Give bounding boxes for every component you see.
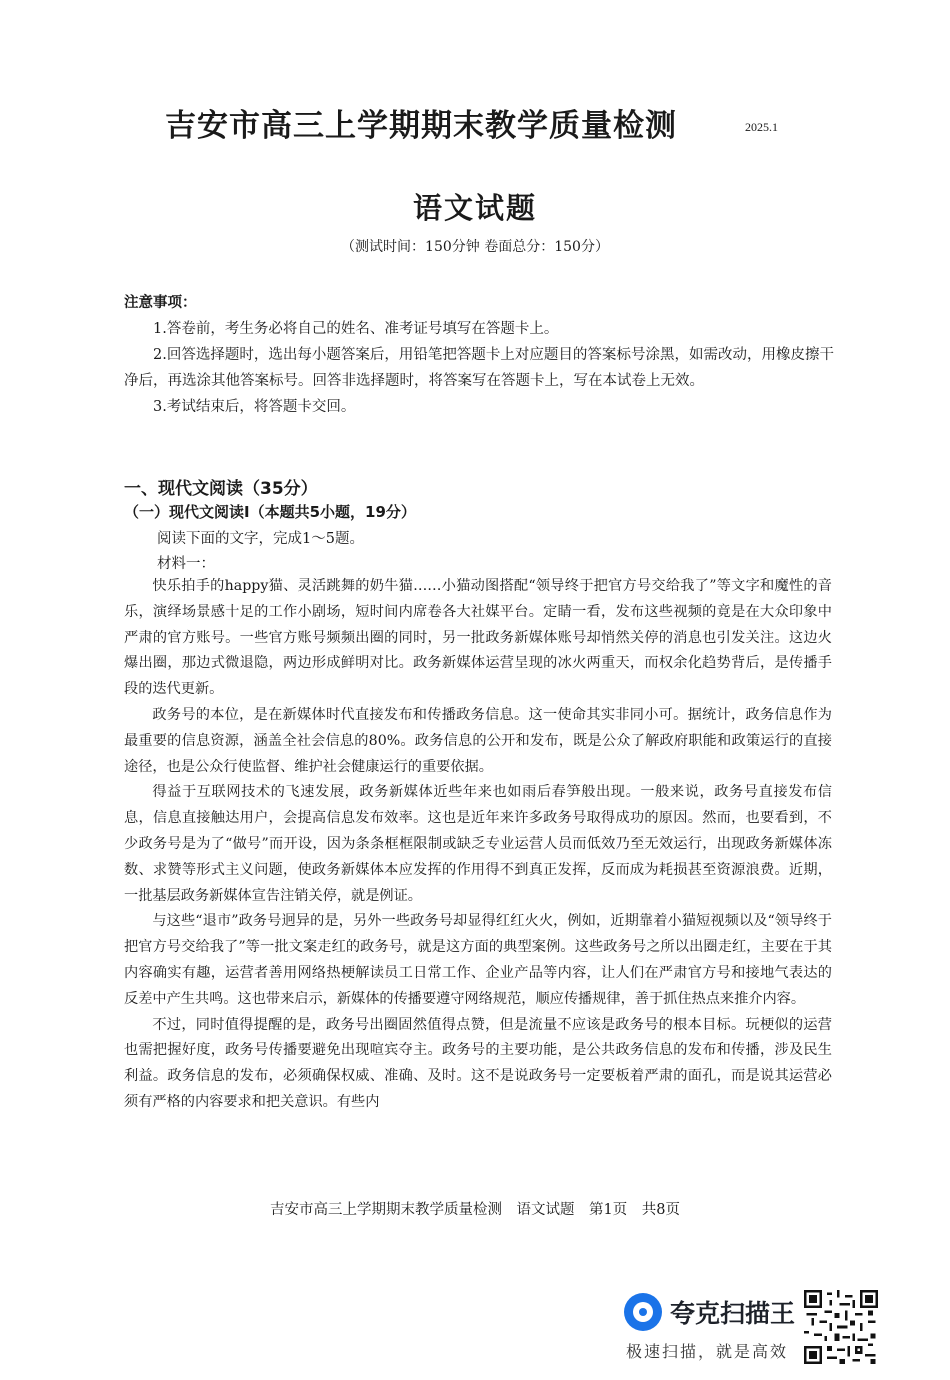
qr-code-icon <box>804 1290 878 1364</box>
note-item: 3.考试结束后，将答题卡交回。 <box>153 399 356 415</box>
material-label: 材料一： <box>157 556 215 572</box>
passage-paragraph: 政务号的本位，是在新媒体时代直接发布和传播政务信息。这一使命其实非同小可。据统计，政务信息作为最重要的信息资源，涵盖全社会信息的80%。政务信息的公开和发布，既是公众了解政府职能和政策运行的直接途径，也是公众行使监督、维护社会健康运行的重要依据。 <box>124 706 832 775</box>
passage-paragraph: 快乐拍手的happy猫、灵活跳舞的奶牛猫……小猫动图搭配“领导终于把官方号交给我了”等文字和魔性的音乐，演绎场景感十足的工作小剧场，短时间内席卷各大社媒平台。定睛一看，发布这些视频的竟是在大众印象中严肃的官方账号。一些官方账号频频出圈的同时，另一批政务新媒体账号却悄然关停的消息也引发关注。这边火爆出圈，那边式微退隐，两边形成鲜明对比。政务新媒体运营呈现的冰火两重天，而权余化趋势背后，是传播手段的迭代更新。 <box>124 578 832 698</box>
note-item: 1.答卷前，考生务必将自己的姓名、准考证号填写在答题卡上。 <box>153 321 559 337</box>
exam-date: 2025.1 <box>745 120 778 134</box>
reading-passage <box>124 574 832 1116</box>
subject-title: 语文试题 <box>412 191 537 225</box>
quark-logo-icon <box>624 1293 662 1331</box>
note-item: 2.回答选择题时，选出每小题答案后，用铅笔把答题卡上对应题目的答案标号涂黑，如需改动，用橡皮擦干净后，再选涂其他答案标号。回答非选择题时，将答案写在答题卡上，写在本试卷上无效。 <box>124 347 834 389</box>
section-title: 一、现代文阅读（35分） <box>124 479 318 499</box>
passage-paragraph: 与这些“退市”政务号迥异的是，另外一些政务号却显得红红火火，例如，近期靠着小猫短视频以及“领导终于把官方号交给我了”等一批文案走红的政务号，就是这方面的典型案例。这些政务号之所以出圈走红，主要在于其内容确实有趣，运营者善用网络热梗解读员工日常工作、企业产品等内容，让人们在严肃官方号和接地气表达的反差中产生共鸣。这也带来启示，新媒体的传播要遵守网络规范，顺应传播规律，善于抓住热点来推介内容。 <box>124 913 832 1007</box>
subsection-title: （一）现代文阅读Ⅰ（本题共5小题，19分） <box>124 503 416 521</box>
notes-block <box>124 290 834 420</box>
reading-instruction: 阅读下面的文字，完成1～5题。 <box>157 531 364 547</box>
watermark-app-name: 夸克扫描王 <box>670 1299 796 1328</box>
watermark-slogan: 极速扫描，就是高效 <box>626 1342 789 1361</box>
page-footer: 吉安市高三上学期期末教学质量检测 语文试题 第1页 共8页 <box>270 1202 680 1218</box>
exam-info: （测试时间：150分钟 卷面总分：150分） <box>341 239 609 255</box>
exam-title: 吉安市高三上学期期末教学质量检测 <box>165 108 677 144</box>
passage-paragraph: 不过，同时值得提醒的是，政务号出圈固然值得点赞，但是流量不应该是政务号的根本目标。玩梗似的运营也需把握好度，政务号传播要避免出现喧宾夺主。政务号的主要功能，是公共政务信息的发布和传播，涉及民生利益。政务信息的发布，必须确保权威、准确、及时。这不是说政务号一定要板着严肃的面孔，而是说其运营必须有严格的内容要求和把关意识。有些内 <box>124 1016 832 1110</box>
notes-heading: 注意事项： <box>124 295 197 311</box>
passage-paragraph: 得益于互联网技术的飞速发展，政务新媒体近些年来也如雨后春笋般出现。一般来说，政务号直接发布信息，信息直接触达用户，会提高信息发布效率。这也是近年来许多政务号取得成功的原因。然而，也要看到，不少政务号是为了“做号”而开设，因为条条框框限制或缺乏专业运营人员而低效乃至无效运行，出现政务新媒体冻数、求赞等形式主义问题，使政务新媒体本应发挥的作用得不到真正发挥，反而成为耗损甚至资源浪费。近期，一批基层政务新媒体宣告注销关停，就是例证。 <box>124 784 832 904</box>
